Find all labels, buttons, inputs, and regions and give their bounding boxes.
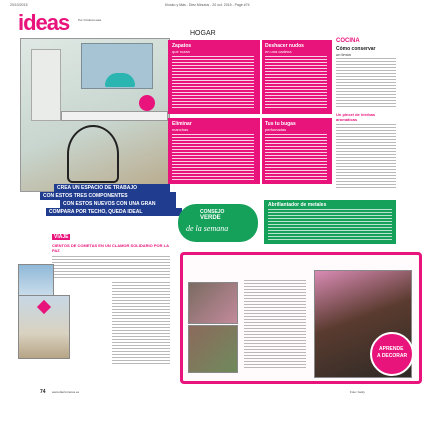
section-hogar: HOGAR xyxy=(190,30,216,37)
desk xyxy=(61,111,168,121)
flower-pot xyxy=(139,95,155,111)
kite-photo-top xyxy=(18,264,54,296)
tip-box-zapatos xyxy=(168,40,260,114)
abrillantador-box xyxy=(264,200,396,244)
hogar-banner-4: COMPARA POR TECHO, QUEDA IDEAL xyxy=(46,208,182,216)
consejo-line2: VERDE xyxy=(200,215,221,221)
aprende-a-decorar-badge xyxy=(370,332,414,376)
abrillantador-text xyxy=(268,209,392,241)
section-cocina: COCINA xyxy=(336,38,360,44)
cocina-body-text xyxy=(336,58,396,108)
footer-url: www.diezminutos.es xyxy=(52,390,80,394)
lamp xyxy=(105,73,135,87)
hazlo-text-column xyxy=(244,280,306,368)
hogar-banner-2: CON ESTOS TRES COMPONENTES xyxy=(40,192,176,200)
page-number: 74 xyxy=(40,389,46,395)
tip-title: Eliminar xyxy=(172,121,192,127)
tip-body-text xyxy=(172,134,254,180)
cocina-title: Cómo conservar xyxy=(336,46,376,52)
flowers-photo-2 xyxy=(188,325,238,373)
badge-line1: APRENDE xyxy=(379,346,404,352)
tip-body-text xyxy=(172,56,254,110)
tip-body-text xyxy=(265,56,327,110)
viaje-title: CIENTOS DE COMETAS EN UN CLAMOR SOLIDARIO POR LA PAZ xyxy=(52,243,169,253)
viaje-intro-text xyxy=(52,256,170,278)
abrillantador-title: Abrillantador de metales xyxy=(268,202,327,208)
tip-title: Tus tu bugas xyxy=(265,121,296,127)
tip-subtitle: manchas xyxy=(172,127,189,132)
ideas-logo: ideas xyxy=(18,10,70,35)
cocina-box-text xyxy=(336,124,396,188)
consejo-line1: CONSEJO xyxy=(200,209,225,215)
kite-icon xyxy=(37,300,51,314)
cocina-subtitle: un limón xyxy=(336,52,352,57)
consejo-verde-badge xyxy=(178,204,258,242)
shelf-unit xyxy=(31,49,61,121)
flowers-photo-1 xyxy=(188,282,238,324)
header-title: Kiosko y Más - Diez Minutos - 20 oct. 2015 - Page #74 xyxy=(165,3,250,7)
tip-subtitle: perfumadas xyxy=(265,127,287,132)
tip-title: Deshacer nudos xyxy=(265,43,304,49)
tip-box-manchas xyxy=(168,118,260,184)
consejo-line3: de la semana xyxy=(186,224,229,233)
tip-box-nudos xyxy=(262,40,332,114)
room-photo xyxy=(20,38,170,192)
tip-body-text xyxy=(265,134,327,180)
hogar-banner-3: CON ESTOS NUEVOS CON UNA GRAN xyxy=(60,200,176,208)
tip-title: Zapatos xyxy=(172,43,192,49)
badge-line2: A DECORAR xyxy=(377,353,408,359)
viaje-body-column xyxy=(112,282,170,366)
tip-box-bugas xyxy=(262,118,332,184)
hogar-banner-1: CREA UN ESPACIO DE TRABAJO xyxy=(54,184,170,192)
section-viaje: VIAJE xyxy=(54,234,69,240)
kite-photo-beach xyxy=(18,295,70,359)
cocina-box-title: Un pincel de hierbas aromáticas xyxy=(336,112,376,122)
credit-line: Por Cristina Lasa xyxy=(78,18,102,22)
header-date: 20/10/2015 xyxy=(10,3,28,7)
tip-subtitle: en una cadena xyxy=(265,49,292,54)
footer-credit: Foto: Getty xyxy=(350,390,365,394)
wire-chair xyxy=(67,125,119,183)
tip-subtitle: que rozan xyxy=(172,49,190,54)
